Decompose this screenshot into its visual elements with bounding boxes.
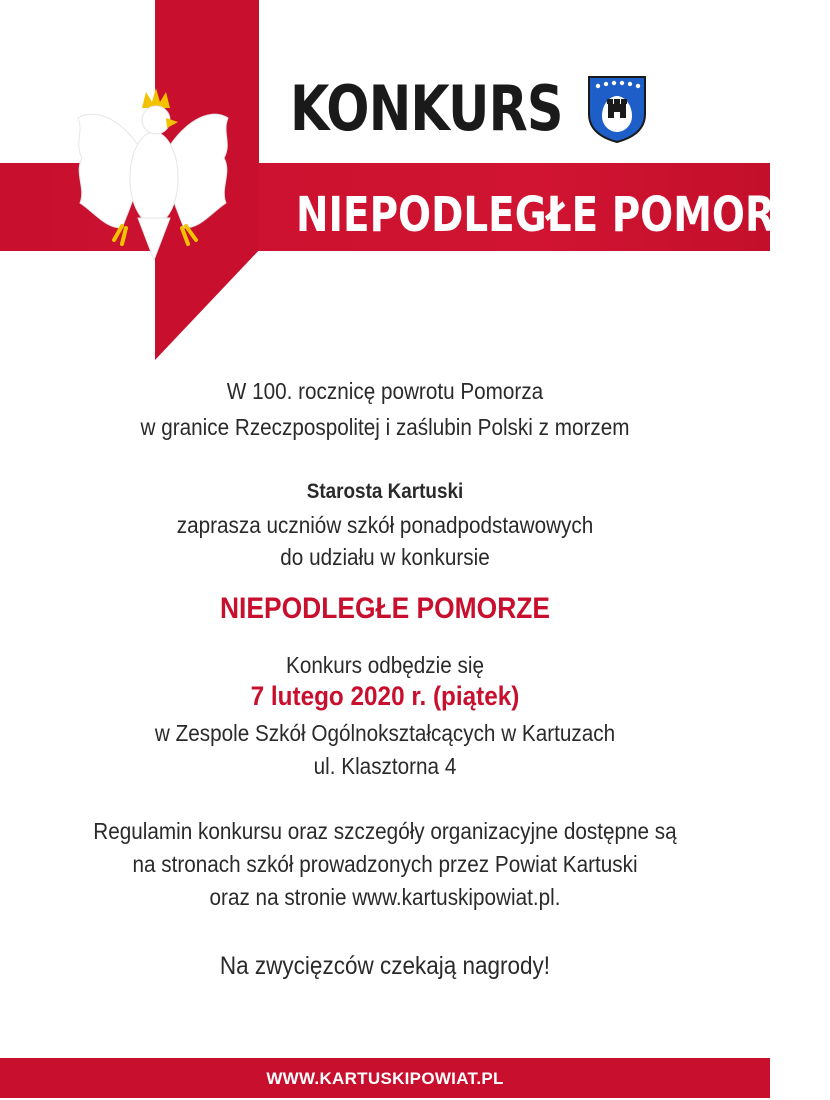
invite-line-1: zaprasza uczniów szkół ponadpodstawowych (176, 512, 594, 538)
left-red-stub (0, 163, 52, 251)
footer-url-link[interactable]: WWW.KARTUSKIPOWIAT.PL (266, 1069, 504, 1088)
intro-line-1: W 100. rocznicę powrotu Pomorza (226, 378, 544, 404)
rules-line-3: oraz na stronie www.kartuskipowiat.pl. (209, 884, 561, 910)
event-place: w Zespole Szkół Ogólnokształcących w Kartuzach (154, 720, 616, 746)
rules-line-2: na stronach szkół prowadzonych przez Powiat Kartuski (132, 851, 638, 877)
white-eagle-icon (60, 78, 240, 263)
title-niepodlegle-pomorze: NIEPODLEGŁE POMORZE (296, 187, 830, 243)
contest-name: NIEPODLEGŁE POMORZE (219, 592, 551, 625)
prizes-text: Na zwycięzców czekają nagrody! (219, 952, 551, 980)
title-konkurs: KONKURS (290, 72, 563, 145)
event-address: ul. Klasztorna 4 (313, 753, 457, 779)
event-date: 7 lutego 2020 r. (piątek) (250, 681, 520, 711)
intro-line-2: w granice Rzeczpospolitej i zaślubin Polski z morzem (140, 414, 630, 440)
invite-line-2: do udziału w konkursie (280, 544, 490, 570)
coat-of-arms-icon (586, 74, 648, 144)
host-name: Starosta Kartuski (306, 480, 464, 503)
rules-line-1: Regulamin konkursu oraz szczegóły organizacyjne dostępne są (93, 818, 677, 844)
event-line-1: Konkurs odbędzie się (286, 652, 484, 678)
